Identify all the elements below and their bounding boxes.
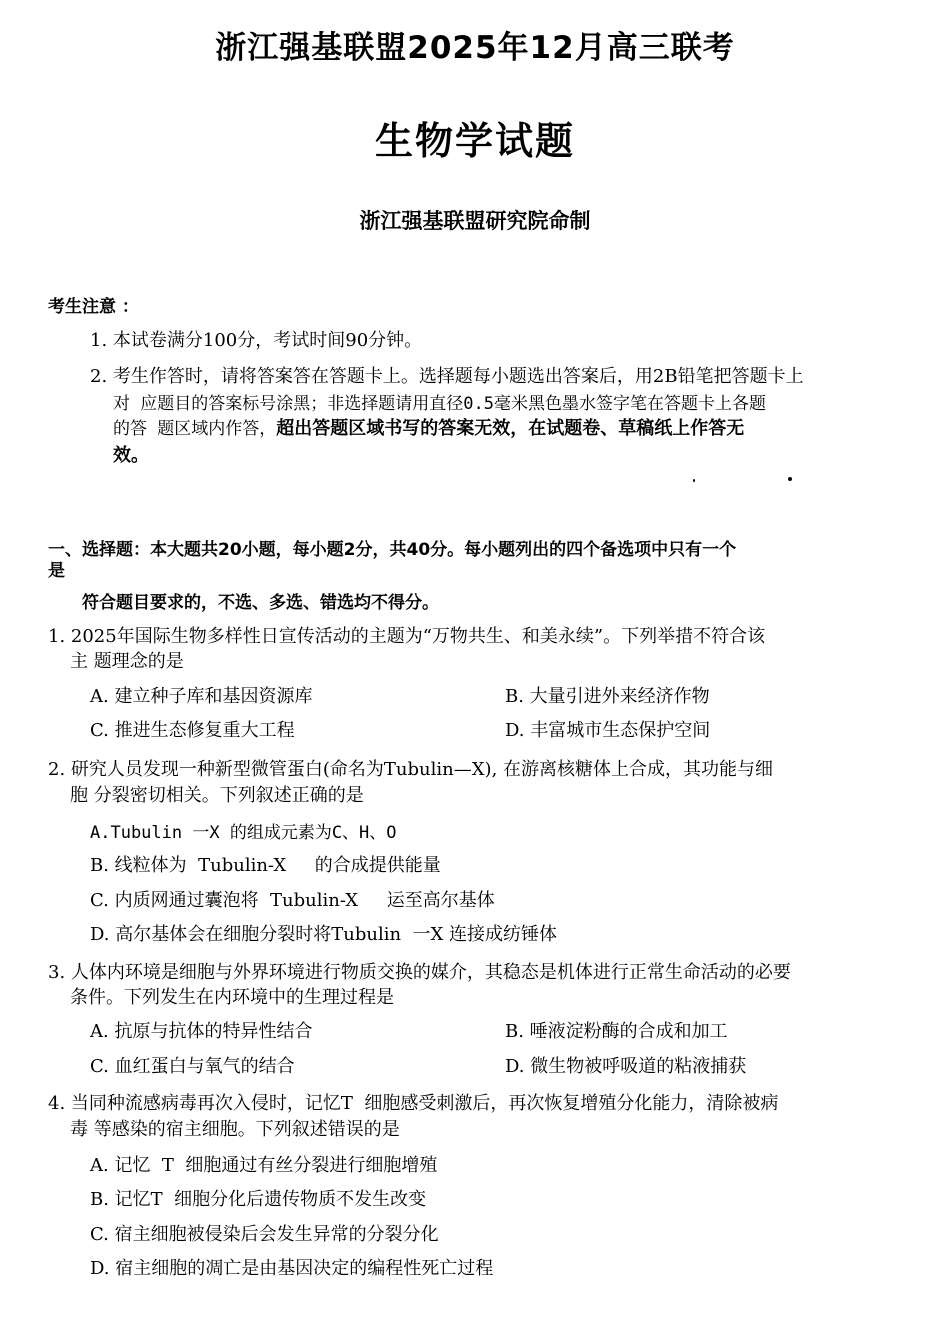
section-1-heading-wrap: 是	[48, 561, 65, 581]
q4-option-c: C. 宿主细胞被侵染后会发生异常的分裂分化	[90, 1224, 439, 1245]
q3-option-a: A. 抗原与抗体的特异性结合	[90, 1021, 313, 1042]
notice-heading: 考生注意 ：	[48, 297, 139, 317]
q1-option-d: D. 丰富城市生态保护空间	[505, 720, 711, 741]
q3-option-d: D. 微生物被呼吸道的粘液捕获	[505, 1056, 747, 1077]
notice-item-2-line-2: 对 应题目的答案标号涂黑；非选择题请用直径0.5毫米黑色墨水签字笔在答题卡上各题	[113, 394, 766, 414]
notice-item-2-line-3	[113, 414, 744, 440]
scan-dot	[788, 477, 792, 481]
q3-option-b: B. 唾液淀粉酶的合成和加工	[505, 1021, 728, 1042]
q1-stem-line-1: 1. 2025年国际生物多样性日宣传活动的主题为“万物共生、和美永续”。下列举措不符合该	[48, 626, 766, 647]
organizer-line: 浙江强基联盟研究院命制	[359, 209, 591, 233]
q2-option-b: B. 线粒体为 Tubulin-X 的合成提供能量	[90, 855, 441, 876]
section-1-heading: 一、选择题：本大题共20小题，每小题2分，共40分。每小题列出的四个备选项中只有一个	[48, 540, 737, 560]
q1-option-a: A. 建立种子库和基因资源库	[90, 686, 313, 707]
q2-option-d: D. 高尔基体会在细胞分裂时将Tubulin 一X 连接成纺锤体	[90, 924, 558, 945]
q3-option-c: C. 血红蛋白与氧气的结合	[90, 1056, 295, 1077]
q1-option-c: C. 推进生态修复重大工程	[90, 720, 295, 741]
q2-option-c: C. 内质网通过囊泡将 Tubulin-X 运至高尔基体	[90, 890, 495, 911]
subject-title: 生物学试题	[374, 119, 575, 163]
q4-option-d: D. 宿主细胞的凋亡是由基因决定的编程性死亡过程	[90, 1258, 494, 1279]
q3-stem-line-1: 3. 人体内环境是细胞与外界环境进行物质交换的媒介，其稳态是机体进行正常生命活动的必要	[48, 962, 791, 983]
notice-item-2-line-4: 效。	[113, 445, 149, 466]
notice-bold-warning: 超出答题区域书写的答案无效，在试题卷、草稿纸上作答无	[276, 418, 745, 439]
scan-mark	[693, 479, 695, 482]
q2-stem-line-1: 2. 研究人员发现一种新型微管蛋白(命名为Tubulin—X), 在游离核糖体上合成，其功能与细	[48, 759, 774, 780]
q4-stem-line-2: 毒 等感染的宿主细胞。下列叙述错误的是	[70, 1119, 400, 1140]
notice-item-2-line-1: 2. 考生作答时，请将答案答在答题卡上。选择题每小题选出答案后，用2B铅笔把答题卡上	[90, 366, 804, 387]
notice-normal-text: 的答 题区域内作答，	[113, 419, 277, 439]
section-1-rule: 符合题目要求的，不选、多选、错选均不得分。	[82, 593, 439, 613]
exam-title: 浙江强基联盟2025年12月高三联考	[215, 30, 735, 66]
q1-stem-line-2: 主 题理念的是	[70, 651, 184, 672]
notice-item-1: 1. 本试卷满分100分，考试时间90分钟。	[90, 330, 423, 351]
q4-option-a: A. 记忆 T 细胞通过有丝分裂进行细胞增殖	[90, 1155, 438, 1176]
q3-stem-line-2: 条件。下列发生在内环境中的生理过程是	[70, 987, 394, 1008]
q2-option-a: A.Tubulin 一X 的组成元素为C、H、O	[90, 823, 397, 843]
q2-stem-line-2: 胞 分裂密切相关。下列叙述正确的是	[70, 785, 364, 806]
q1-option-b: B. 大量引进外来经济作物	[505, 686, 710, 707]
q4-option-b: B. 记忆T 细胞分化后遗传物质不发生改变	[90, 1189, 427, 1210]
q4-stem-line-1: 4. 当同种流感病毒再次入侵时，记忆T 细胞感受刺激后，再次恢复增殖分化能力，清除被病	[48, 1093, 779, 1114]
